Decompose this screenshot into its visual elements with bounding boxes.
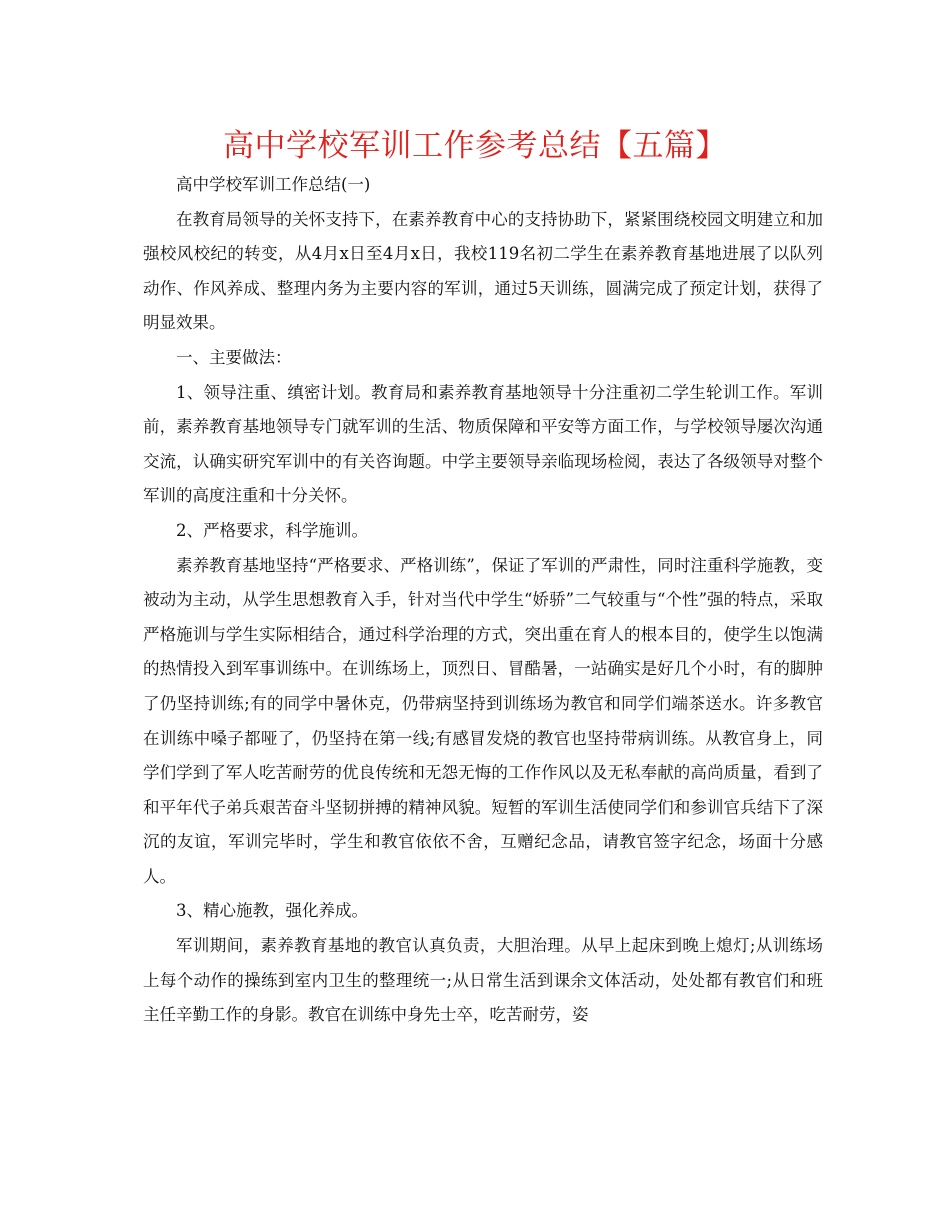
main-practices-heading: 一、主要做法： [176,347,292,367]
practice-2-paragraph: 素养教育基地坚持“严格要求、严格训练”，保证了军训的严肃性，同时注重科学施教，变被动为主动，从学生思想教育入手，针对当代中学生“娇骄”二气较重与“个性”强的特点，采取严格施训与学生实际相结合，通过科学治理的方式，突出重在育人的根本目的，使学生以饱满的热情投入到军事训练中。在训练场上，顶烈日、冒酷暑，一站确实是好几个小时，有的脚肿了仍坚持训练;有的同学中暑休克，仍带病坚持到训练场为教官和同学们端茶送水。许多教官在训练中嗓子都哑了，仍坚持在第一线;有感冒发烧的教官也坚持带病训练。从教官身上，同学们学到了军人吃苦耐劳的优良传统和无怨无悔的工作作风以及无私奉献的高尚质量，看到了和平年代子弟兵艰苦奋斗坚韧拼搏的精神风貌。短暂的军训生活使同学们和参训官兵结下了深沉的友谊，军训完毕时，学生和教官依依不舍，互赠纪念品，请教官签字纪念，场面十分感人。 [143,555,823,886]
practice-3-heading: 3、精心施教，强化养成。 [176,901,368,921]
section-heading: 高中学校军训工作总结(一) [176,175,371,194]
practice-1-paragraph: 1、领导注重、缜密计划。教育局和素养教育基地领导十分注重初二学生轮训工作。军训前，素养教育基地领导专门就军训的生活、物质保障和平安等方面工作，与学校领导屡次沟通交流，认确实研究军训中的有关咨询题。中学主要领导亲临现场检阅，表达了各级领导对整个军训的高度注重和十分关怀。 [143,382,823,506]
practice-2-heading: 2、严格要求，科学施训。 [176,520,368,540]
document-body [143,168,823,1033]
document-title: 高中学校军训工作参考总结【五篇】 [223,128,727,164]
intro-paragraph: 在教育局领导的关怀支持下，在素养教育中心的支持协助下，紧紧围绕校园文明建立和加强校风校纪的转变，从4月x日至4月x日，我校119名初二学生在素养教育基地进展了以队列动作、作风养成、整理内务为主要内容的军训，通过5天训练，圆满完成了预定计划，获得了明显效果。 [143,209,823,333]
practice-3-paragraph: 军训期间，素养教育基地的教官认真负责，大胆治理。从早上起床到晚上熄灯;从训练场上每个动作的操练到室内卫生的整理统一;从日常生活到课余文体活动，处处都有教官们和班主任辛勤工作的身影。教官在训练中身先士卒，吃苦耐劳，姿 [143,936,823,1025]
